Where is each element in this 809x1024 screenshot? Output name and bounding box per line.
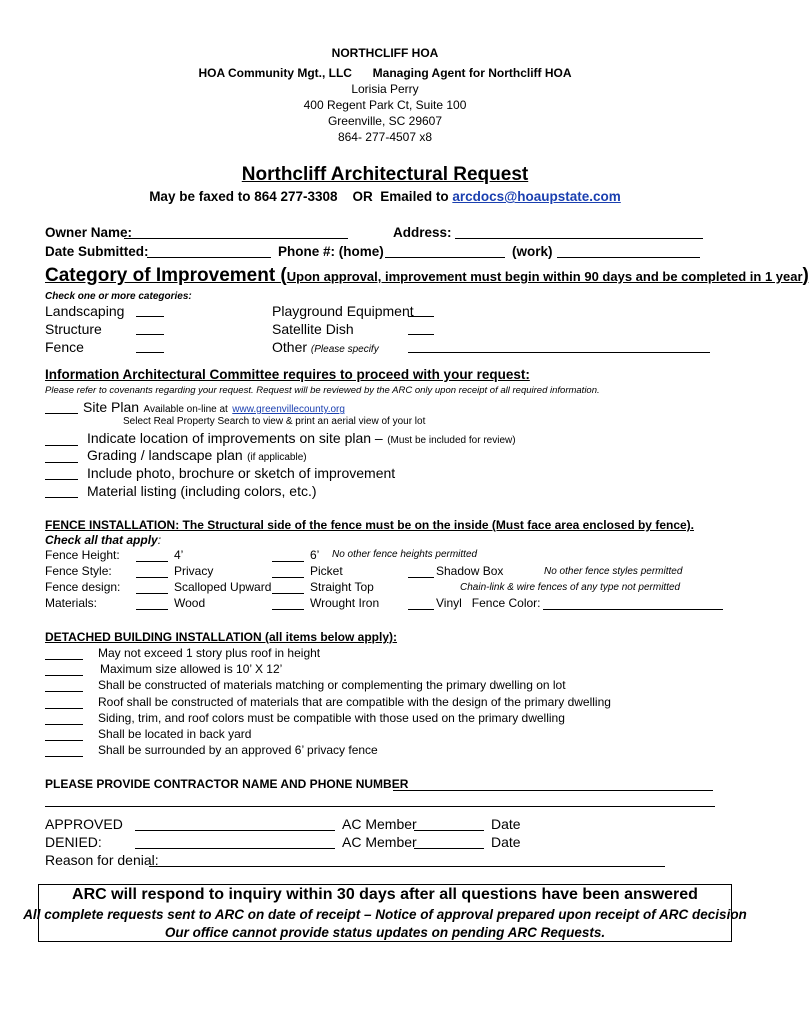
- category-structure: Structure: [45, 321, 102, 337]
- material-wood-check[interactable]: [136, 609, 168, 610]
- office-address: 400 Regent Park Ct, Suite 100: [303, 98, 467, 112]
- category-note: Upon approval, improvement must begin within 90 days and be completed in 1 year: [286, 269, 803, 284]
- category-fence: Fence: [45, 339, 84, 355]
- building-item: Shall be constructed of materials matching or complementing the primary dwelling on lot: [98, 678, 566, 693]
- check-all-colon: :: [157, 533, 162, 547]
- other-specify-note: (Please specify: [310, 344, 379, 355]
- structure-check[interactable]: [136, 334, 164, 335]
- category-playground: Playground Equipment: [272, 303, 414, 319]
- design-straight: Straight Top: [310, 580, 374, 594]
- design-scalloped-check[interactable]: [136, 593, 168, 594]
- other-specify-field[interactable]: [408, 352, 710, 353]
- footer-status: Our office cannot provide status updates on pending ARC Requests.: [164, 925, 606, 940]
- building-item: Siding, trim, and roof colors must be compatible with those used on the primary dwelling: [98, 710, 565, 725]
- fax-text: May be faxed to 864 277-3308 OR Emailed to: [149, 189, 449, 204]
- contractor-label: PLEASE PROVIDE CONTRACTOR NAME AND PHONE NUMBER: [45, 777, 409, 791]
- info-item-check[interactable]: [45, 445, 78, 446]
- material-vinyl-color: Vinyl Fence Color:: [436, 596, 541, 610]
- approved-field[interactable]: [135, 830, 335, 831]
- category-close: ): [802, 265, 809, 286]
- design-note: Chain-link & wire fences of any type not permitted: [460, 582, 681, 593]
- date-submitted-label: Date Submitted:: [45, 244, 149, 259]
- office-city: Greenville, SC 29607: [327, 114, 443, 128]
- category-heading: [45, 265, 809, 287]
- building-item: Shall be located in back yard: [98, 727, 252, 741]
- height-note: No other fence heights permitted: [332, 549, 478, 560]
- style-privacy-check[interactable]: [136, 577, 168, 578]
- page-title: Northcliff Architectural Request: [241, 164, 529, 185]
- fence-style-label: Fence Style:: [45, 564, 112, 578]
- style-shadowbox-check[interactable]: [408, 577, 434, 578]
- category-title: Category of Improvement (: [45, 265, 287, 286]
- reason-field[interactable]: [149, 866, 665, 867]
- info-item-check[interactable]: [45, 462, 78, 463]
- approved-ac-member-label: AC Member: [342, 816, 417, 832]
- info-item: [87, 447, 307, 465]
- approved-ac-member-field[interactable]: [414, 830, 484, 831]
- building-item-check[interactable]: [45, 724, 83, 725]
- info-item-check[interactable]: [45, 479, 78, 480]
- info-item-text: Indicate location of improvements on site plan –: [87, 430, 383, 446]
- info-note: Please refer to covenants regarding your request. Request will be reviewed by the ARC only upon receipt of all required information.: [45, 385, 600, 396]
- owner-name-field[interactable]: [124, 238, 348, 239]
- management-line: [0, 66, 770, 80]
- style-note: No other fence styles permitted: [544, 566, 683, 577]
- address-label: Address:: [393, 225, 452, 240]
- material-iron: Wrought Iron: [310, 596, 380, 610]
- site-plan-instruction: Select Real Property Search to view & print an aerial view of your lot: [123, 416, 426, 427]
- denied-ac-member-field[interactable]: [414, 848, 484, 849]
- info-item-check[interactable]: [45, 497, 78, 498]
- building-item: Shall be surrounded by an approved 6’ privacy fence: [98, 743, 378, 758]
- building-item-check[interactable]: [45, 708, 83, 709]
- info-item-text: Grading / landscape plan: [87, 447, 243, 463]
- footer-notice: All complete requests sent to ARC on date of receipt – Notice of approval prepared upon receipt of ARC decision: [23, 907, 747, 922]
- fence-design-label: Fence design:: [45, 580, 121, 594]
- fax-email-line: [0, 189, 770, 204]
- fence-check[interactable]: [136, 352, 164, 353]
- landscaping-check[interactable]: [136, 316, 164, 317]
- phone-work-label: (work): [512, 244, 553, 259]
- building-item-check[interactable]: [45, 659, 83, 660]
- denied-ac-member-label: AC Member: [342, 834, 417, 850]
- phone-work-field[interactable]: [557, 257, 700, 258]
- design-scalloped: Scalloped Upward: [174, 580, 272, 594]
- playground-check[interactable]: [408, 316, 434, 317]
- building-item-check[interactable]: [45, 675, 83, 676]
- management-company: HOA Community Mgt., LLC: [198, 66, 352, 80]
- category-other: [272, 339, 379, 355]
- satellite-check[interactable]: [408, 334, 434, 335]
- info-item-text: Include photo, brochure or sketch of improvement: [87, 465, 396, 481]
- footer-response: ARC will respond to inquiry within 30 days after all questions have been answered: [72, 886, 698, 903]
- building-heading: DETACHED BUILDING INSTALLATION (all items below apply):: [45, 630, 398, 644]
- fence-check-all: [45, 533, 161, 547]
- design-straight-check[interactable]: [272, 593, 304, 594]
- contractor-field-2[interactable]: [45, 806, 715, 807]
- owner-name-label: Owner Name:: [45, 225, 133, 240]
- date-submitted-field[interactable]: [147, 257, 271, 258]
- fence-heading: FENCE INSTALLATION: The Structural side of the fence must be on the inside (Must face area enclosed by fence).: [45, 518, 694, 532]
- site-plan-check[interactable]: [45, 413, 78, 414]
- category-satellite: Satellite Dish: [272, 321, 354, 337]
- contact-name: Lorisia Perry: [351, 82, 419, 96]
- contractor-field[interactable]: [393, 790, 713, 791]
- building-item: Maximum size allowed is 10’ X 12’: [100, 662, 283, 677]
- email-link[interactable]: arcdocs@hoaupstate.com: [452, 189, 621, 204]
- address-field[interactable]: [455, 238, 703, 239]
- style-picket-check[interactable]: [272, 577, 304, 578]
- info-item: [87, 430, 516, 448]
- denied-field[interactable]: [135, 848, 335, 849]
- site-plan-row: [83, 399, 345, 417]
- material-wood: Wood: [174, 596, 206, 610]
- height-4: 4’: [174, 548, 184, 562]
- reason-label: Reason for denial:: [45, 852, 159, 868]
- category-landscaping: Landscaping: [45, 303, 125, 319]
- county-website-link[interactable]: www.greenvillecounty.org: [232, 404, 345, 415]
- phone-home-label: Phone #: (home): [278, 244, 384, 259]
- org-name: NORTHCLIFF HOA: [331, 46, 439, 60]
- category-other-label: Other: [272, 339, 308, 355]
- height-6-check[interactable]: [272, 561, 304, 562]
- building-item-check[interactable]: [45, 756, 83, 757]
- denied-date-label: Date: [491, 834, 521, 850]
- site-plan-note: Available on-line at: [143, 404, 228, 415]
- style-picket: Picket: [310, 564, 343, 578]
- material-iron-check[interactable]: [272, 609, 304, 610]
- style-shadowbox: Shadow Box: [436, 564, 504, 578]
- height-4-check[interactable]: [136, 561, 168, 562]
- office-phone: 864- 277-4507 x8: [337, 130, 433, 144]
- material-vinyl-check[interactable]: [408, 609, 434, 610]
- managing-agent: Managing Agent for Northcliff HOA: [372, 66, 572, 80]
- category-instruction: Check one or more categories:: [45, 291, 192, 302]
- info-heading: Information Architectural Committee requires to proceed with your request:: [45, 367, 530, 382]
- approved-label: APPROVED: [45, 816, 123, 832]
- info-item-note: (Must be included for review): [387, 435, 516, 446]
- fence-height-label: Fence Height:: [45, 548, 120, 562]
- fence-color-field[interactable]: [543, 609, 723, 610]
- info-item-text: Material listing (including colors, etc.): [87, 483, 317, 499]
- style-privacy: Privacy: [174, 564, 214, 578]
- denied-label: DENIED:: [45, 834, 102, 850]
- phone-home-field[interactable]: [385, 257, 505, 258]
- building-item-check[interactable]: [45, 740, 83, 741]
- materials-label: Materials:: [45, 596, 98, 610]
- height-6: 6’: [310, 548, 320, 562]
- site-plan-label: Site Plan: [83, 399, 140, 415]
- building-item: May not exceed 1 story plus roof in height: [98, 646, 321, 660]
- approved-date-label: Date: [491, 816, 521, 832]
- info-item-note: (if applicable): [247, 452, 307, 463]
- check-all-text: Check all that apply: [45, 533, 158, 547]
- building-item-check[interactable]: [45, 691, 83, 692]
- building-item: Roof shall be constructed of materials that are compatible with the design of the primary dwelling: [98, 694, 611, 709]
